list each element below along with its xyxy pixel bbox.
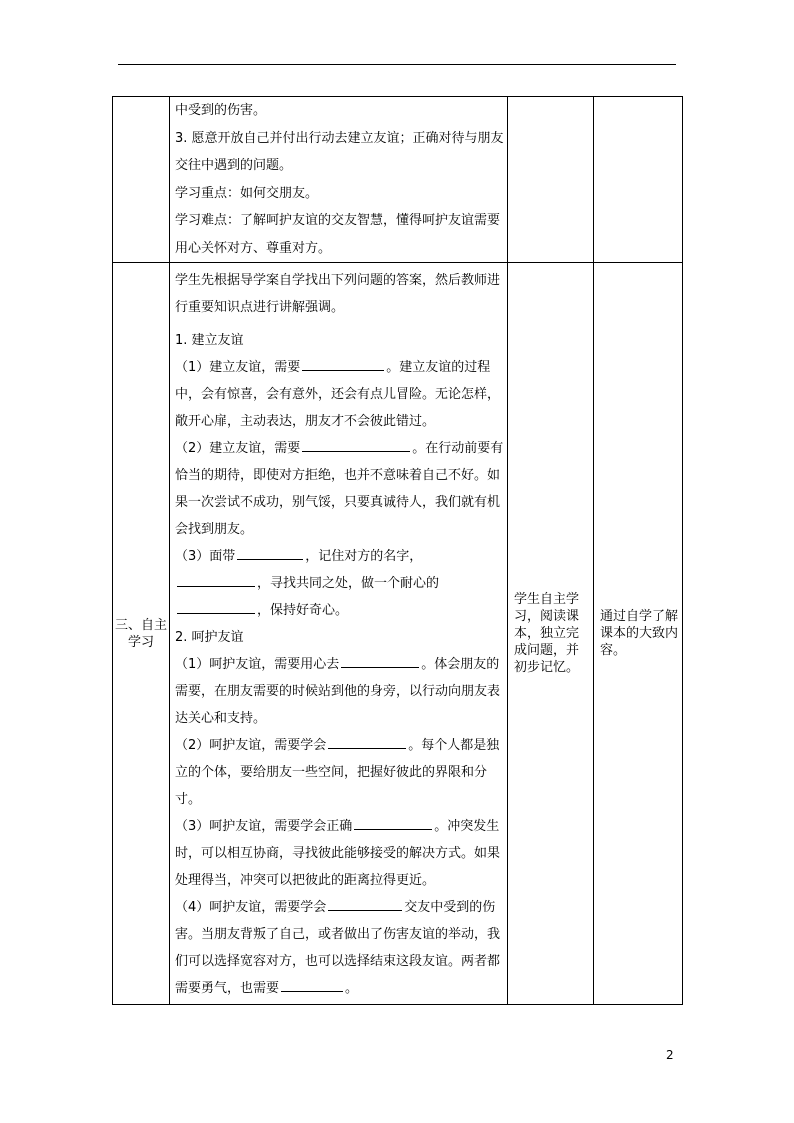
difficult-point: 学习难点：了解呵护友谊的交友智慧，懂得呵护友谊需要用心关怀对方、尊重对方。 — [175, 213, 501, 256]
stage-label — [113, 263, 170, 1005]
purpose-cell — [594, 263, 683, 1005]
answer-blank — [328, 735, 406, 749]
question-text: （3）呵护友谊，需要学会正确 — [175, 819, 353, 834]
question-text: （1）呵护友谊，需要用心去 — [175, 657, 340, 672]
question-text: 交友中受到的伤害。当朋友背叛了自己，或者做出了伤害友谊的举动，我们可以选择宽容对方，也可以选择结束这段友谊。两者都需要勇气，也需要 — [175, 900, 501, 996]
page-number: 2 — [666, 1048, 674, 1062]
student-activity-cell-empty — [508, 97, 594, 263]
question-item — [175, 732, 504, 813]
table-row-self-study — [113, 263, 683, 1005]
question-text: （2）呵护友谊，需要学会 — [175, 738, 327, 753]
key-point: 学习重点：如何交朋友。 — [175, 185, 319, 201]
answer-blank — [328, 897, 402, 911]
question-text: （2）建立友谊，需要 — [175, 441, 301, 456]
answer-blank — [302, 438, 410, 452]
question-text: （1）建立友谊，需要 — [175, 360, 301, 375]
question-text: 。 — [345, 981, 359, 996]
student-activity-cell — [508, 263, 594, 1005]
stage-cell-empty — [113, 97, 170, 263]
stage-label-text: 三、自主学习 — [114, 617, 167, 650]
intro-text: 学生先根据导学案自学找出下列问题的答案，然后教师进行重要知识点进行讲解强调。 — [175, 273, 501, 315]
purpose-text: 通过自学了解课本的大致内容。 — [600, 609, 679, 658]
question-text: 。冲突发生时，可以相互协商，寻找彼此能够接受的解决方式。如果处理得当，冲突可以把彼此的距离拉得更近。 — [175, 819, 501, 888]
table-row-objectives — [113, 97, 683, 263]
question-text: 。建立友谊的过程中，会有惊喜，会有意外，还会有点儿冒险。无论怎样，敞开心扉，主动表达，朋友才不会彼此错过。 — [175, 360, 501, 429]
question-text: 。每个人都是独立的个体，要给朋友一些空间，把握好彼此的界限和分寸。 — [175, 738, 500, 807]
objectives-cell — [170, 97, 508, 263]
question-text: （3）面带 — [175, 549, 236, 564]
objective-line: 中受到的伤害。 — [175, 103, 267, 118]
purpose-cell-empty — [594, 97, 683, 263]
question-item — [175, 435, 504, 543]
section-title: 1. 建立友谊 — [175, 333, 244, 348]
question-text: 。体会朋友的需要，在朋友需要的时候站到他的身旁，以行动向朋友表达关心和支持。 — [175, 657, 501, 726]
question-item — [175, 543, 504, 624]
answer-blank — [281, 978, 343, 992]
self-study-content-cell — [170, 263, 508, 1005]
answer-blank — [177, 573, 255, 587]
question-item — [175, 894, 504, 1002]
objective-line: 3. 愿意开放自己并付出行动去建立友谊；正确对待与朋友交往中遇到的问题。 — [175, 130, 504, 173]
answer-blank — [177, 600, 255, 614]
student-activity-text: 学生自主学习，阅读课本，独立完成问题，并初步记忆。 — [514, 592, 580, 675]
question-text: ，保持好奇心。 — [257, 603, 349, 618]
answer-blank — [237, 546, 303, 560]
section-title: 2. 呵护友谊 — [175, 630, 244, 645]
question-text: 。在行动前要有恰当的期待，即使对方拒绝，也并不意味着自己不好。如果一次尝试不成功，别气馁，只要真诚待人，我们就有机会找到朋友。 — [175, 441, 504, 537]
question-text: ，寻找共同之处，做一个耐心的 — [257, 576, 440, 591]
question-item — [175, 651, 504, 732]
question-item — [175, 813, 504, 894]
answer-blank — [302, 357, 384, 371]
answer-blank — [354, 816, 432, 830]
question-text: （4）呵护友谊，需要学会 — [175, 900, 327, 915]
question-item — [175, 354, 504, 435]
lesson-plan-table — [112, 96, 683, 1005]
header-rule — [118, 64, 676, 65]
answer-blank — [341, 654, 419, 668]
question-text: ，记住对方的名字， — [305, 549, 423, 564]
